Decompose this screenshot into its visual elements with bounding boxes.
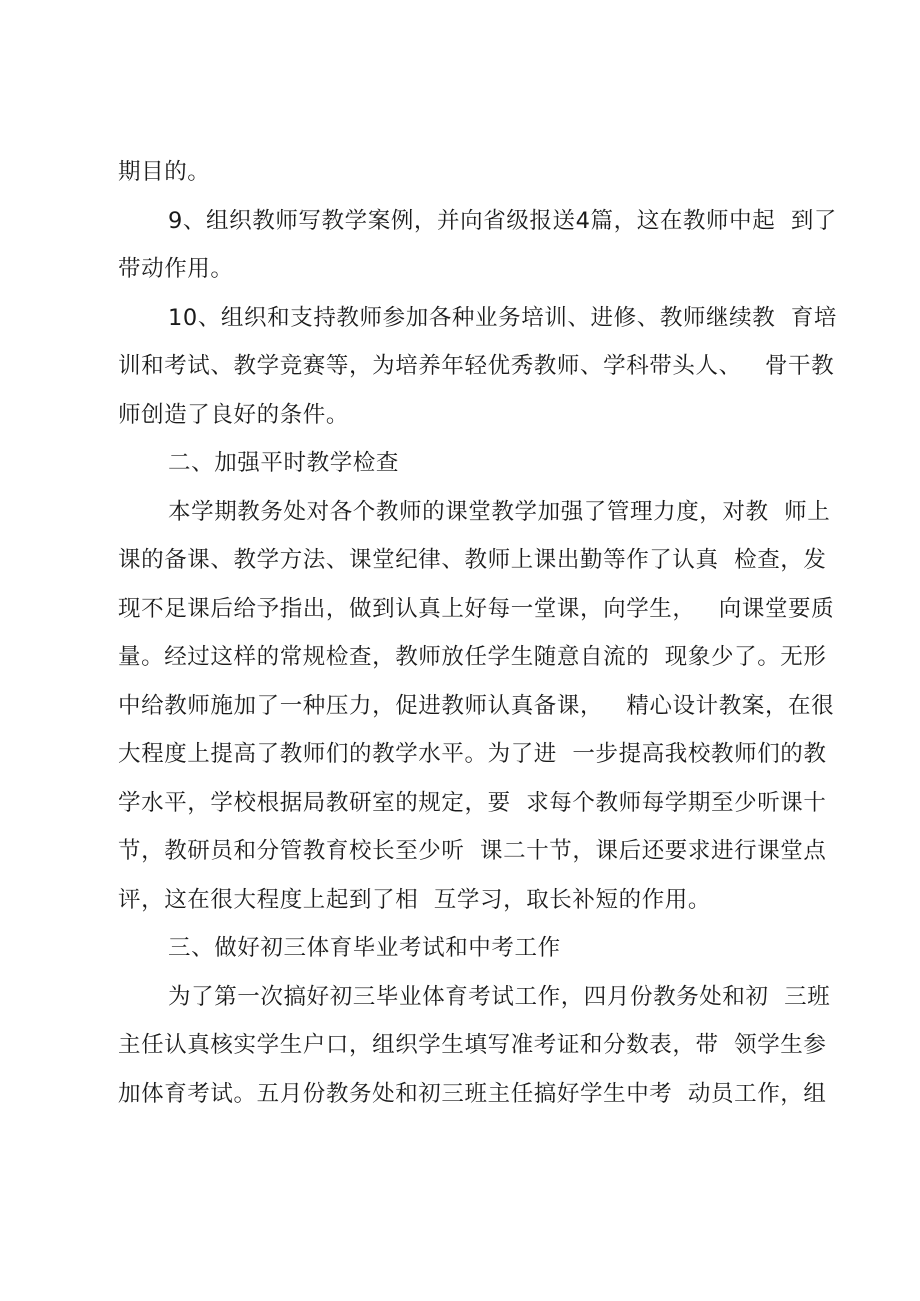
text-line: 现不足课后给予指出，做到认真上好每一堂课，向学生， 向课堂要质 xyxy=(118,596,835,622)
text-line: 学水平，学校根据局教研室的规定，要 求每个教师每学期至少听课十 xyxy=(118,790,827,816)
text-line: 节，教研员和分管教育校长至少听 课二十节，课后还要求进行课堂点 xyxy=(118,838,827,864)
text-line: 主任认真核实学生户口，组织学生填写准考证和分数表，带 领学生参 xyxy=(118,1032,827,1058)
text-line: 训和考试、教学竞赛等，为培养年轻优秀教师、学科带头人、 骨干教 xyxy=(118,353,835,379)
text-line: 期目的。 xyxy=(118,159,211,185)
text-line: 本学期教务处对各个教师的课堂教学加强了管理力度，对教 师上 xyxy=(168,499,831,525)
text-line: 中给教师施加了一种压力，促进教师认真备课， 精心设计教案，在很 xyxy=(118,693,835,719)
text-line: 师创造了良好的条件。 xyxy=(118,402,350,428)
section-heading: 二、加强平时教学检查 xyxy=(168,450,400,476)
text-line: 带动作用。 xyxy=(118,256,234,282)
text-line: 量。经过这样的常规检查，教师放任学生随意自流的 现象少了。无形 xyxy=(118,644,827,670)
text-line: 为了第一次搞好初三毕业体育考试工作，四月份教务处和初 三班 xyxy=(168,984,831,1010)
text-line: 10、组织和支持教师参加各种业务培训、进修、教师继续教 育培 xyxy=(168,305,838,331)
text-line: 9、组织教师写教学案例，并向省级报送4篇，这在教师中起 到了 xyxy=(168,208,838,234)
text-line: 大程度上提高了教师们的教学水平。为了进 一步提高我校教师们的教 xyxy=(118,741,827,767)
section-heading: 三、做好初三体育毕业考试和中考工作 xyxy=(168,935,561,961)
text-line: 评，这在很大程度上起到了相 互学习，取长补短的作用。 xyxy=(118,887,712,913)
text-line: 课的备课、教学方法、课堂纪律、教师上课出勤等作了认真 检查，发 xyxy=(118,547,827,573)
text-line: 加体育考试。五月份教务处和初三班主任搞好学生中考 动员工作，组 xyxy=(118,1081,827,1107)
